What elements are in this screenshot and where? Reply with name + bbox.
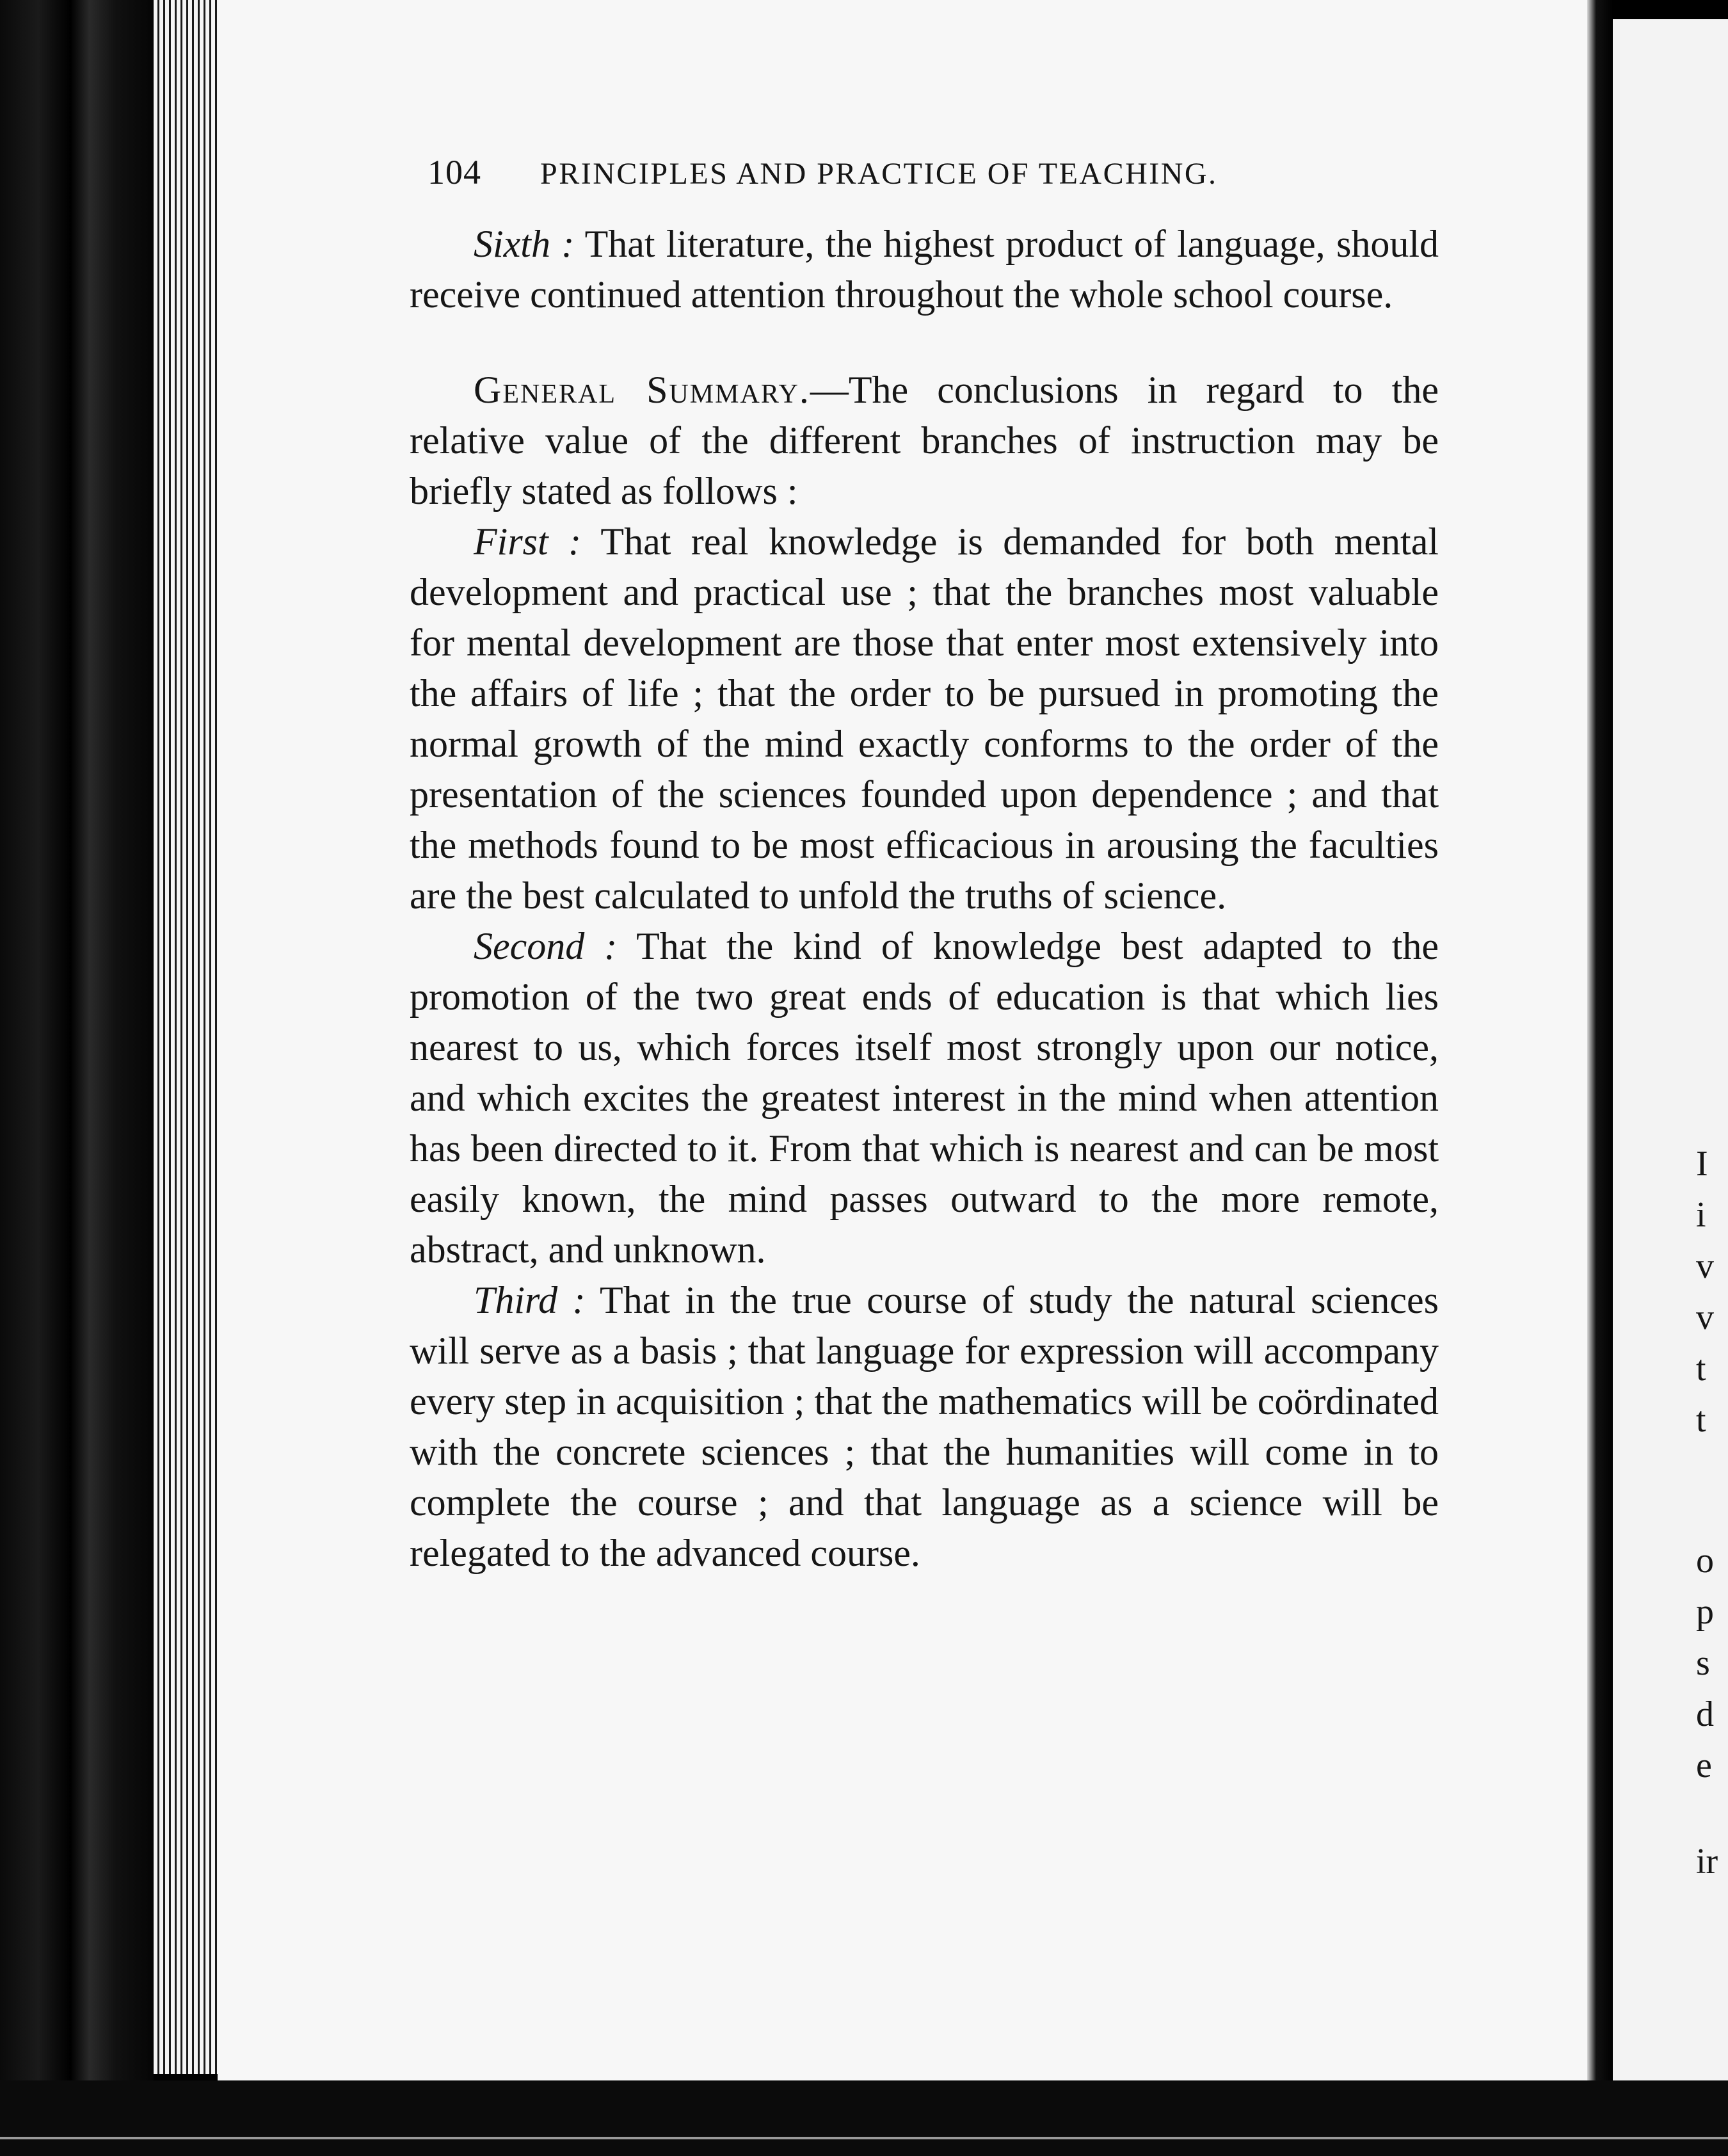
facing-page-fragment: o <box>1696 1541 1714 1581</box>
facing-page-fragment: d <box>1696 1694 1714 1734</box>
section-heading: General Summary. <box>474 369 810 411</box>
facing-page-fragment: v <box>1696 1246 1714 1286</box>
section-gap <box>410 320 1439 365</box>
running-head: PRINCIPLES AND PRACTICE OF TEACHING. <box>540 157 1218 191</box>
page-gutter <box>1587 0 1613 2087</box>
paragraph-body: —The conclusions in regard to the relative value of the different branches of instruction may be briefly stated as follows : <box>410 369 1439 512</box>
facing-page-fragment: ir <box>1696 1842 1718 1881</box>
facing-page-fragment: t <box>1696 1400 1706 1440</box>
paragraph-second <box>410 921 1439 1275</box>
paragraph-label: First : <box>474 520 582 563</box>
paragraph-body: That in the true course of study the natural sciences will serve as a basis ; that language for expression will accompany every step in acquisition ; that the mathematics will be coördinated with the concrete sciences ; that the humanities will come in to complete the course ; and that language as a science will be relegated to the advanced course. <box>410 1279 1439 1574</box>
facing-page-fragment: I <box>1696 1144 1708 1184</box>
page-edges <box>154 0 218 2074</box>
paragraph-general-summary <box>410 365 1439 517</box>
page-number: 104 <box>428 153 481 191</box>
paragraph-body: That literature, the highest product of language, should receive continued attention throughout the whole school course. <box>410 223 1439 316</box>
facing-page-fragment: p <box>1696 1592 1714 1632</box>
paragraph-label: Third : <box>474 1279 586 1321</box>
scan-bottom-line <box>0 2137 1728 2139</box>
page-header <box>428 152 1439 192</box>
paragraph-sixth <box>410 219 1439 320</box>
book-spine <box>0 0 154 2156</box>
paragraph-body: That the kind of knowledge best adapted to the promotion of the two great ends of education is that which lies nearest to us, which forces itself most strongly upon our notice, and which excites the greatest interest in the mind when attention has been directed to it. From that which is nearest and can be most easily known, the mind passes outward to the more remote, abstract, and unknown. <box>410 925 1439 1271</box>
facing-page-fragment: i <box>1696 1195 1706 1235</box>
paragraph-third <box>410 1275 1439 1579</box>
paragraph-body: That real knowledge is demanded for both mental development and practical use ; that the branches most valuable for mental development are those that enter most extensively into the affairs of life ; that the order to be pursued in promoting the normal growth of the mind exactly conforms to the order of the presentation of the sciences founded upon dependence ; and that the methods found to be most efficacious in arousing the faculties are the best calculated to unfold the truths of science. <box>410 520 1439 917</box>
paragraph-first <box>410 517 1439 921</box>
facing-page-fragment: s <box>1696 1643 1710 1683</box>
scan-bottom-border <box>0 2080 1728 2156</box>
facing-page-fragment: e <box>1696 1746 1712 1785</box>
page-text <box>410 152 1439 1579</box>
facing-page-fragment: t <box>1696 1349 1706 1388</box>
facing-page-fragment: v <box>1696 1298 1714 1337</box>
paragraph-label: Sixth : <box>474 223 575 265</box>
paragraph-label: Second : <box>474 925 618 967</box>
